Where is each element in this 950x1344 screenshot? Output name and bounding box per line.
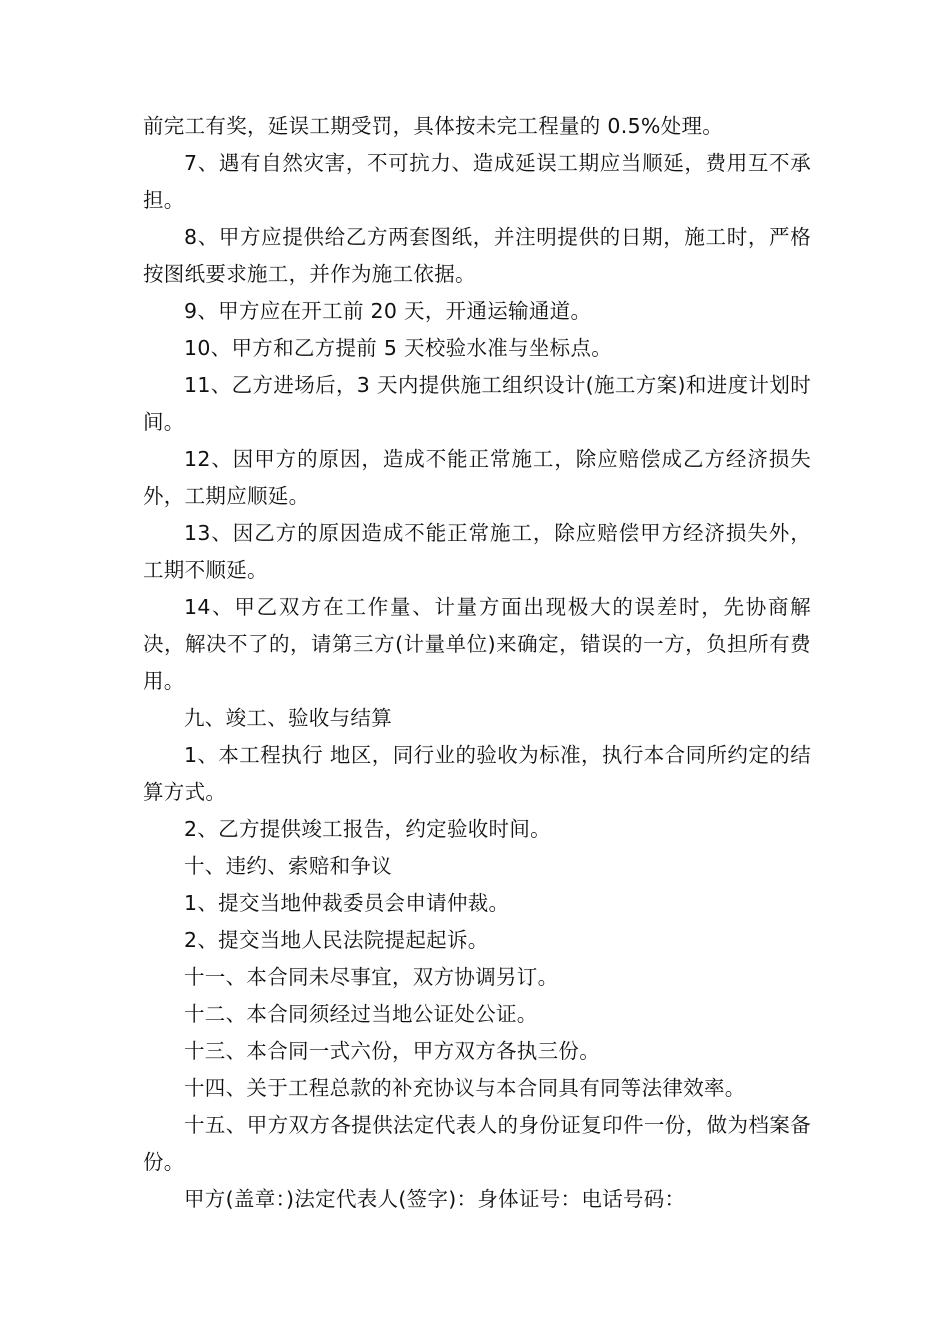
clause-8: 8、甲方应提供给乙方两套图纸，并注明提供的日期，施工时，严格按图纸要求施工，并作为施工依据。 bbox=[143, 225, 811, 286]
completion-item-1: 1、本工程执行 地区，同行业的验收为标准，执行本合同所约定的结算方式。 bbox=[143, 743, 811, 804]
section-heading-completion: 九、竣工、验收与结算 bbox=[184, 706, 392, 730]
clause-13: 13、因乙方的原因造成不能正常施工，除应赔偿甲方经济损失外，工期不顺延。 bbox=[143, 521, 811, 582]
article-14: 十四、关于工程总款的补充协议与本合同具有同等法律效率。 bbox=[184, 1076, 746, 1100]
clause-7: 7、遇有自然灾害，不可抗力、造成延误工期应当顺延，费用互不承担。 bbox=[143, 151, 811, 212]
signature-line: 甲方(盖章：)法定代表人(签字)：身体证号：电话号码： bbox=[184, 1187, 686, 1211]
article-12: 十二、本合同须经过当地公证处公证。 bbox=[184, 1002, 538, 1026]
completion-item-2: 2、乙方提供竣工报告，约定验收时间。 bbox=[184, 817, 551, 841]
document-body bbox=[143, 108, 811, 1218]
article-11: 十一、本合同未尽事宜，双方协调另订。 bbox=[184, 965, 559, 989]
article-13: 十三、本合同一式六份，甲方双方各执三份。 bbox=[184, 1039, 600, 1063]
paragraph-continuation: 前完工有奖，延误工期受罚，具体按未完工程量的 0.5%处理。 bbox=[143, 114, 724, 138]
clause-9: 9、甲方应在开工前 20 天，开通运输通道。 bbox=[184, 299, 592, 323]
dispute-item-2: 2、提交当地人民法院提起起诉。 bbox=[184, 928, 489, 952]
clause-11: 11、乙方进场后，3 天内提供施工组织设计(施工方案)和进度计划时间。 bbox=[143, 373, 811, 434]
clause-14: 14、甲乙双方在工作量、计量方面出现极大的误差时，先协商解决，解决不了的，请第三方(计量单位)来确定，错误的一方，负担所有费用。 bbox=[143, 595, 811, 693]
clause-10: 10、甲方和乙方提前 5 天校验水准与坐标点。 bbox=[184, 336, 613, 360]
article-15: 十五、甲方双方各提供法定代表人的身份证复印件一份，做为档案备份。 bbox=[143, 1113, 811, 1174]
clause-12: 12、因甲方的原因，造成不能正常施工，除应赔偿成乙方经济损失外，工期应顺延。 bbox=[143, 447, 811, 508]
section-heading-dispute: 十、违约、索赔和争议 bbox=[184, 854, 392, 878]
dispute-item-1: 1、提交当地仲裁委员会申请仲裁。 bbox=[184, 891, 510, 915]
